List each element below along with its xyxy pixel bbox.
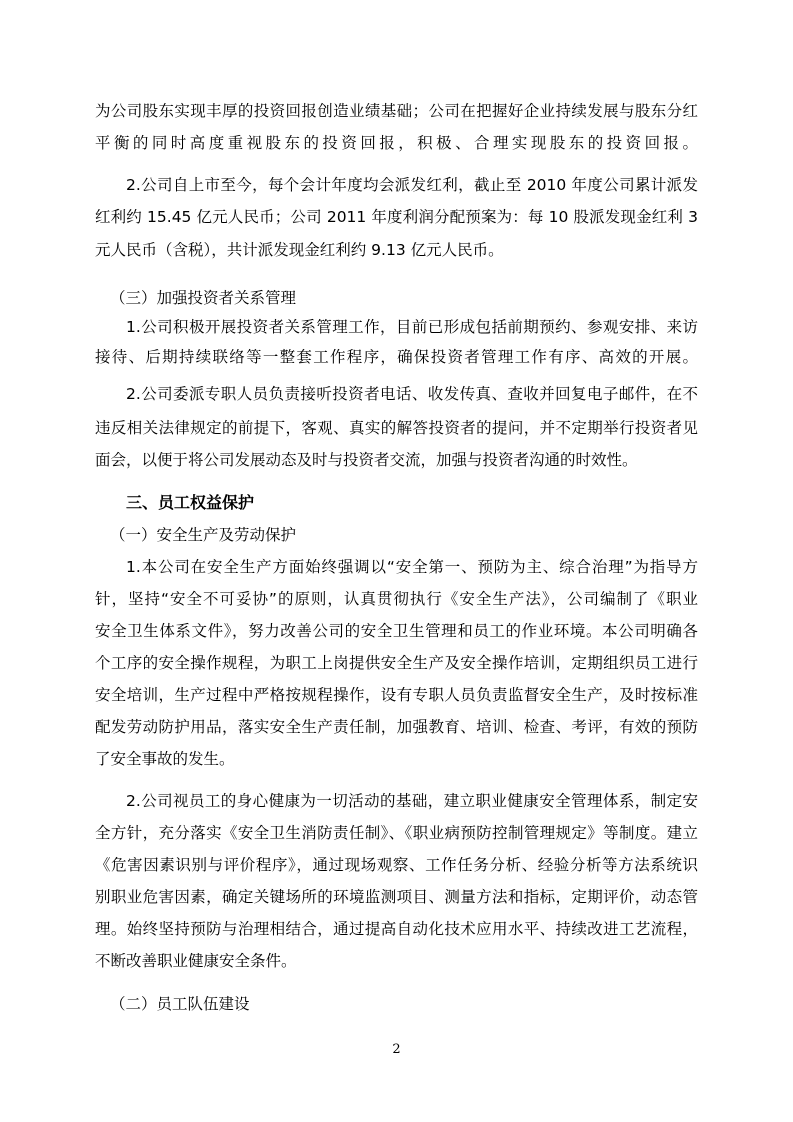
body-text-line: 个工序的安全操作规程，为职工上岗提供安全生产及安全操作培训，定期组织员工进行 (95, 654, 698, 672)
section-heading: 三、员工权益保护 (126, 493, 255, 512)
body-text-line: 1.本公司在安全生产方面始终强调以“安全第一、预防为主、综合治理”为指导方 (126, 558, 698, 576)
body-text-line: 《危害因素识别与评价程序》，通过现场观察、工作任务分析、经验分析等方法系统识 (95, 856, 698, 874)
body-text-line: 元人民币（含税），共计派发现金红利约 9.13 亿元人民币。 (95, 241, 504, 259)
section-subheading: （二）员工队伍建设 (110, 995, 250, 1013)
body-text-line: 违反相关法律规定的前提下，客观、真实的解答投资者的提问，并不定期举行投资者见 (95, 419, 698, 437)
body-text-line: 1.公司积极开展投资者关系管理工作，目前已形成包括前期预约、参观安排、来访 (126, 318, 698, 336)
body-text-line: 安全培训，生产过程中严格按规程操作，设有专职人员负责监督安全生产，及时按标准 (95, 686, 698, 704)
body-text-line: 面会，以便于将公司发展动态及时与投资者交流，加强与投资者沟通的时效性。 (95, 451, 638, 469)
body-text-line: 安全卫生体系文件》，努力改善公司的安全卫生管理和员工的作业环境。本公司明确各 (95, 622, 698, 640)
body-text-line: 2.公司自上市至今，每个会计年度均会派发红利，截止至 2010 年度公司累计派发 (126, 176, 698, 194)
body-text-line: 红利约 15.45 亿元人民币；公司 2011 年度利润分配预案为：每 10 股派发现金红利 3 (95, 208, 698, 226)
page-number: 2 (392, 1042, 401, 1057)
body-text-line: 平衡的同时高度重视股东的投资回报，积极、合理实现股东的投资回报。 (95, 134, 698, 152)
body-text-line: 为公司股东实现丰厚的投资回报创造业绩基础；公司在把握好企业持续发展与股东分红 (95, 102, 698, 120)
section-subheading: （一）安全生产及劳动保护 (110, 526, 297, 544)
body-text-line: 别职业危害因素，确定关键场所的环境监测项目、测量方法和指标，定期评价，动态管 (95, 888, 698, 906)
body-text-line: 接待、后期持续联络等一整套工作程序，确保投资者管理工作有序、高效的开展。 (95, 348, 698, 366)
body-text-line: 2.公司视员工的身心健康为一切活动的基础，建立职业健康安全管理体系，制定安 (126, 792, 698, 810)
body-text-line: 针，坚持“安全不可妥协”的原则，认真贯彻执行《安全生产法》，公司编制了《职业 (95, 590, 698, 608)
body-text-line: 不断改善职业健康安全条件。 (95, 952, 297, 970)
section-subheading: （三）加强投资者关系管理 (110, 289, 297, 307)
body-text-line: 2.公司委派专职人员负责接听投资者电话、收发传真、查收并回复电子邮件，在不 (126, 385, 698, 403)
body-text-line: 了安全事故的发生。 (95, 750, 235, 768)
body-text-line: 配发劳动防护用品，落实安全生产责任制，加强教育、培训、检查、考评，有效的预防 (95, 718, 698, 736)
body-text-line: 全方针，充分落实《安全卫生消防责任制》、《职业病预防控制管理规定》等制度。建立 (95, 824, 698, 842)
body-text-line: 理。始终坚持预防与治理相结合，通过提高自动化技术应用水平、持续改进工艺流程， (95, 920, 698, 938)
